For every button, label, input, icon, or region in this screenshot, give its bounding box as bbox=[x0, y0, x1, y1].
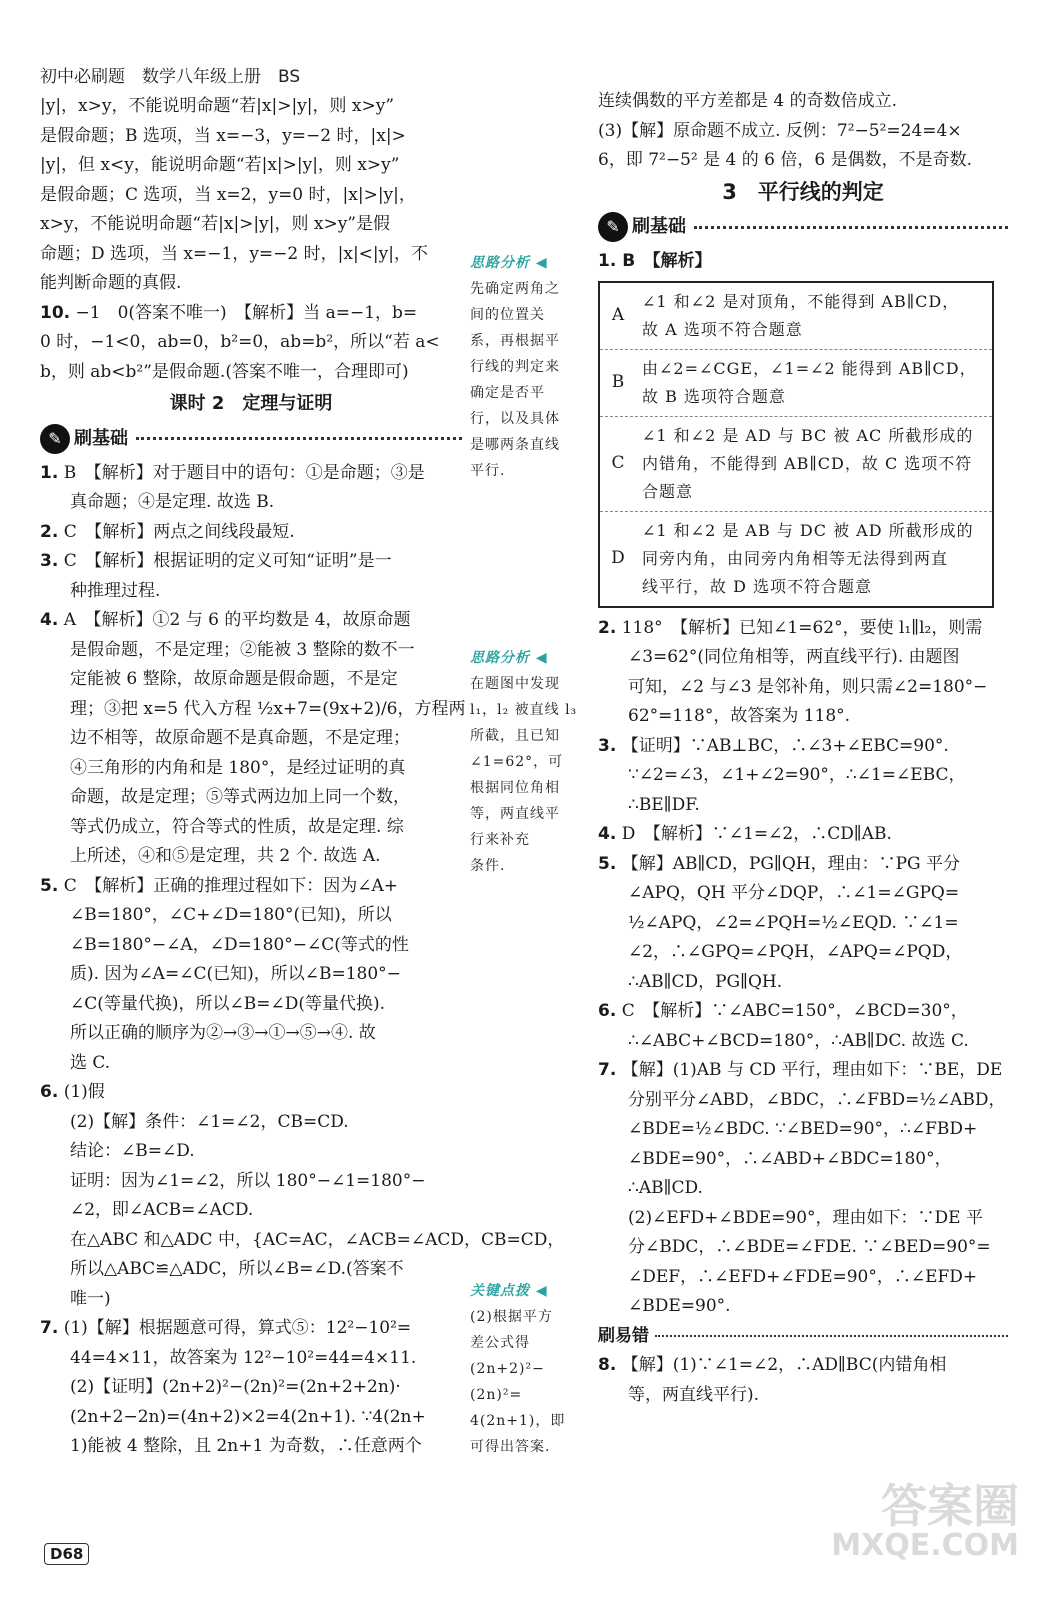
question-number: 2. bbox=[598, 617, 617, 638]
side-note: 思路分析 ◀ 在题图中发现 l₁，l₂ 被直线 l₃ 所截，且已知 ∠1=62°，可 根据同位角相 等，两直线平 行来补充 条件. bbox=[470, 645, 582, 879]
left-line: 唯一) bbox=[70, 1288, 111, 1309]
right-line: 6，即 7²−5² 是 4 的 6 倍，6 是偶数，不是奇数. bbox=[598, 150, 972, 170]
left-line: x>y，不能说明命题“若|x|>|y|，则 x>y”是假 bbox=[40, 214, 391, 234]
right-line: 分别平分∠ABD，∠BDC，∴∠FBD=½∠ABD， bbox=[628, 1089, 1006, 1110]
question-number: 6. bbox=[40, 1082, 59, 1102]
side-note-title: 关键点拨 ◀ bbox=[470, 1283, 548, 1299]
question-number: 3. bbox=[40, 551, 59, 571]
table-row bbox=[600, 283, 992, 350]
subsection-heading: 刷易错 bbox=[598, 1322, 1008, 1352]
left-line: 课时 2 定理与证明 bbox=[169, 393, 333, 414]
pencil-icon: ✎ bbox=[40, 424, 70, 454]
left-line: 3. C 【解析】根据证明的定义可知“证明”是一 bbox=[40, 551, 392, 571]
left-line: 命题；D 选项，当 x=−1，y=−2 时，|x|<|y|，不 bbox=[40, 243, 428, 264]
page-header: 初中必刷题 数学八年级上册 BS bbox=[40, 67, 301, 87]
side-note-title: 思路分析 ◀ bbox=[470, 650, 548, 666]
option-label: B bbox=[611, 371, 625, 392]
left-line: 10. −1 0(答案不唯一) 【解析】当 a=−1，b= bbox=[40, 302, 418, 323]
option-explanation: 由∠2=∠CGE，∠1=∠2 能得到 AB∥CD， 故 B 选项符合题意 bbox=[642, 358, 977, 406]
right-line: 7. 【解】(1)AB 与 CD 平行，理由如下：∵BE，DE bbox=[598, 1060, 1003, 1080]
right-line: ∠2，∴∠GPQ=∠PQH，∠APQ=∠PQD， bbox=[628, 942, 963, 962]
option-label: C bbox=[611, 452, 625, 473]
watermark-logo: 答案圈 bbox=[881, 1479, 1019, 1533]
option-label: D bbox=[611, 547, 625, 568]
table-row bbox=[600, 350, 992, 417]
question-number: 5. bbox=[598, 853, 617, 874]
question-1-head: 1. B 【解析】 bbox=[598, 251, 712, 271]
right-line: ∠BDE=90°，∴∠ABD+∠BDC=180°， bbox=[628, 1148, 952, 1169]
table-row bbox=[600, 512, 992, 606]
option-label: A bbox=[611, 304, 625, 325]
left-line: 44=4×11，故答案为 12²−10²=44=4×11. bbox=[70, 1347, 417, 1368]
left-line: 在△ABC 和△ADC 中，{AC=AC，∠ACB=∠ACD，CB=CD， bbox=[70, 1229, 565, 1250]
left-line: 0 时，−1<0，ab=0，b²=0，ab=b²，所以“若 a< bbox=[40, 332, 440, 352]
table-row bbox=[600, 417, 992, 512]
side-note: 思路分析 ◀ 先确定两角之 间的位置关 系，再根据平 行线的判定来 确定是否平 行，以及具体 是哪两条直线 平行. bbox=[470, 250, 582, 484]
left-line: 选 C. bbox=[70, 1052, 111, 1073]
left-line: 是假命题；B 选项，当 x=−3，y=−2 时，|x|> bbox=[40, 125, 406, 146]
left-line: ④三角形的内角和是 180°，是经过证明的真 bbox=[70, 757, 406, 778]
left-line: 2. C 【解析】两点之间线段最短. bbox=[40, 521, 295, 542]
left-line: 7. (1)【解】根据题意可得，算式⑤：12²−10²= bbox=[40, 1318, 412, 1338]
left-line: 证明：因为∠1=∠2，所以 180°−∠1=180°− bbox=[70, 1170, 426, 1191]
left-line: ∠B=180°−∠A，∠D=180°−∠C(等式的性 bbox=[70, 934, 409, 955]
left-line: 所以△ABC≌△ADC，所以∠B=∠D.(答案不 bbox=[70, 1259, 404, 1279]
right-line: 可知，∠2 与∠3 是邻补角，则只需∠2=180°− bbox=[628, 676, 988, 697]
left-line: 真命题；④是定理. 故选 B. bbox=[70, 492, 275, 512]
left-line: 1. B 【解析】对于题目中的语句：①是命题；③是 bbox=[40, 462, 425, 483]
left-line: (2)【证明】(2n+2)²−(2n)²=(2n+2+2n)· bbox=[70, 1377, 401, 1397]
question-number: 4. bbox=[40, 610, 59, 630]
left-line: 是假命题；C 选项，当 x=2，y=0 时，|x|>|y|， bbox=[40, 184, 416, 205]
question-number: 7. bbox=[40, 1318, 59, 1338]
option-explanation: ∠1 和∠2 是 AB 与 DC 被 AD 所截形成的 同旁内角，由同旁内角相等无法得到两直 线平行，故 D 选项不符合题意 bbox=[642, 520, 974, 596]
left-line: 理；③把 x=5 代入方程 ½x+7=(9x+2)/6，方程两 bbox=[70, 698, 466, 719]
question-number: 10. bbox=[40, 302, 71, 323]
right-line: ½∠APQ，∠2=∠PQH=½∠EQD. ∵∠1= bbox=[628, 912, 959, 933]
left-line: ∠2，即∠ACB=∠ACD. bbox=[70, 1200, 254, 1220]
left-line: 1)能被 4 整除，且 2n+1 为奇数，∴任意两个 bbox=[70, 1436, 422, 1456]
left-line: 4. A 【解析】①2 与 6 的平均数是 4，故原命题 bbox=[40, 610, 411, 630]
right-line: ∴AB∥CD. bbox=[628, 1178, 703, 1198]
badge-shuajichu: ✎ 刷基础 bbox=[598, 211, 1008, 243]
page-number: D68 bbox=[44, 1543, 89, 1565]
left-line: 边不相等，故原命题不是真命题，不是定理； bbox=[70, 728, 410, 748]
left-line: (2n+2−2n)=(4n+2)×2=4(2n+1). ∵4(2n+ bbox=[70, 1406, 426, 1427]
left-line: 5. C 【解析】正确的推理过程如下：因为∠A+ bbox=[40, 875, 398, 896]
question-number: 2. bbox=[40, 521, 59, 542]
right-line: 分∠BDC，∴∠BDE=∠FDE. ∵∠BED=90°= bbox=[628, 1237, 991, 1257]
left-line: |y|，但 x<y，能说明命题“若|x|>|y|，则 x>y” bbox=[40, 155, 400, 175]
left-line: 定能被 6 整除，故原命题是假命题，不是定 bbox=[70, 669, 398, 689]
question-number: 6. bbox=[598, 1001, 617, 1021]
right-line: 6. C 【解析】∵∠ABC=150°，∠BCD=30°， bbox=[598, 1001, 968, 1021]
question-number: 3. bbox=[598, 735, 617, 756]
left-line: 是假命题，不是定理；②能被 3 整除的数不一 bbox=[70, 639, 415, 660]
right-line: ∴∠ABC+∠BCD=180°，∴AB∥DC. 故选 C. bbox=[628, 1030, 969, 1051]
left-line: 上所述，④和⑤是定理，共 2 个. 故选 A. bbox=[70, 846, 381, 866]
left-line: 命题，故是定理；⑤等式两边加上同一个数， bbox=[70, 787, 410, 807]
left-line: b，则 ab<b²”是假命题.(答案不唯一，合理即可) bbox=[40, 361, 409, 382]
question-number: 1. bbox=[40, 462, 59, 483]
right-line: ∠DEF，∴∠EFD+∠FDE=90°，∴∠EFD+ bbox=[628, 1266, 978, 1287]
pencil-icon: ✎ bbox=[598, 212, 628, 242]
left-line: 所以正确的顺序为②→③→①→⑤→④. 故 bbox=[70, 1023, 376, 1043]
right-line: 8. 【解】(1)∵∠1=∠2，∴AD∥BC(内错角相 bbox=[598, 1355, 947, 1375]
option-explanation: ∠1 和∠2 是 AD 与 BC 被 AC 所截形成的 内错角，不能得到 AB∥CD，故 C 选项不符 合题意 bbox=[642, 425, 974, 501]
left-line: 质). 因为∠A=∠C(已知)，所以∠B=180°− bbox=[70, 964, 401, 984]
right-line: 连续偶数的平方差都是 4 的奇数倍成立. bbox=[598, 91, 898, 111]
left-line: 种推理过程. bbox=[70, 580, 161, 601]
side-note: 关键点拨 ◀ (2)根据平方 差公式得 (2n+2)²− (2n)²= 4(2n+1)，即 可得出答案. bbox=[470, 1278, 582, 1460]
right-line: ∠3=62°(同位角相等，两直线平行). 由题图 bbox=[628, 647, 960, 667]
left-line: 等式仍成立，符合等式的性质，故是定理. 综 bbox=[70, 816, 404, 837]
section-title: 3 平行线的判定 bbox=[722, 179, 884, 204]
question-number: 5. bbox=[40, 875, 59, 896]
right-line: 5. 【解】AB∥CD，PG∥QH，理由：∵PG 平分 bbox=[598, 853, 961, 874]
right-column bbox=[598, 87, 1008, 1410]
question-number: 8. bbox=[598, 1355, 617, 1375]
badge-shuajichu: ✎ 刷基础 bbox=[40, 423, 462, 455]
left-line: (2)【解】条件：∠1=∠2，CB=CD. bbox=[70, 1111, 349, 1132]
right-line: 4. D 【解析】∵∠1=∠2，∴CD∥AB. bbox=[598, 824, 892, 844]
right-line: ∴BE∥DF. bbox=[628, 794, 700, 815]
left-line: ∠B=180°，∠C+∠D=180°(已知)，所以 bbox=[70, 905, 392, 925]
right-line: 62°=118°，故答案为 118°. bbox=[628, 706, 851, 726]
right-line: ∠APQ，QH 平分∠DQP，∴∠1=∠GPQ= bbox=[628, 883, 960, 903]
watermark-url: MXQE.COM bbox=[831, 1528, 1019, 1563]
right-line: ∠BDE=90°. bbox=[628, 1296, 731, 1316]
right-line: ∵∠2=∠3，∠1+∠2=90°，∴∠1=∠EBC， bbox=[628, 765, 966, 785]
analysis-table bbox=[598, 281, 994, 608]
left-line: ∠C(等量代换)，所以∠B=∠D(等量代换). bbox=[70, 993, 386, 1014]
right-line: 2. 118° 【解析】已知∠1=62°，要使 l₁∥l₂，则需 bbox=[598, 617, 983, 638]
left-line: 结论：∠B=∠D. bbox=[70, 1141, 195, 1161]
right-line: ∴AB∥CD，PG∥QH. bbox=[628, 971, 783, 992]
side-note-title: 思路分析 ◀ bbox=[470, 255, 548, 271]
right-line: ∠BDE=½∠BDC. ∵∠BED=90°，∴∠FBD+ bbox=[628, 1119, 978, 1139]
option-explanation: ∠1 和∠2 是对顶角，不能得到 AB∥CD， 故 A 选项不符合题意 bbox=[642, 291, 960, 339]
left-line: 能判断命题的真假. bbox=[40, 273, 182, 293]
right-line: (2)∠EFD+∠BDE=90°，理由如下：∵DE 平 bbox=[628, 1207, 983, 1228]
left-line: |y|，x>y，不能说明命题“若|x|>|y|，则 x>y” bbox=[40, 96, 395, 116]
right-line: (3)【解】原命题不成立. 反例：7²−5²=24=4× bbox=[598, 120, 962, 141]
right-line: 3. 【证明】∵AB⊥BC，∴∠3+∠EBC=90°. bbox=[598, 735, 949, 756]
right-line: 等，两直线平行). bbox=[628, 1384, 760, 1405]
question-number: 7. bbox=[598, 1060, 617, 1080]
left-line: 6. (1)假 bbox=[40, 1082, 105, 1102]
question-number: 4. bbox=[598, 824, 617, 844]
